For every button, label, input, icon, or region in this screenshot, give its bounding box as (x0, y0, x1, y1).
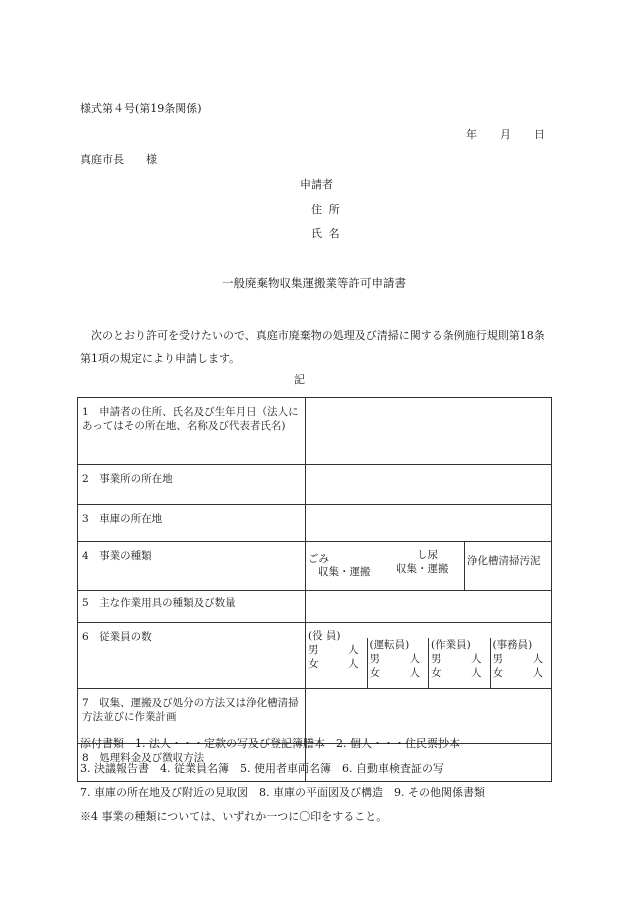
ki-heading: 記 (294, 373, 305, 386)
fee-label: 8 処理料金及び徴収方法 (78, 744, 306, 782)
unit-label: 人 (409, 667, 420, 680)
office-location-label: 2 事業所の所在地 (78, 465, 306, 505)
table-row (78, 465, 552, 505)
applicant-label: 申請者 (300, 178, 333, 191)
form-number: 様式第４号(第19条関係) (80, 102, 202, 115)
unit-label: 人 (348, 644, 359, 657)
employee-group-clerks (490, 638, 552, 688)
employee-group-officers (306, 629, 367, 688)
attachments-line-1: 添付書類 1. 法人・・・定款の写及び登記簿謄本 2. 個人・・・住民票抄本 (80, 737, 460, 750)
unit-label: 人 (532, 667, 543, 680)
option-night-soil-label: し尿 (417, 549, 438, 561)
application-table (77, 397, 552, 782)
equipment-field[interactable] (306, 591, 552, 623)
unit-label: 人 (471, 653, 482, 666)
female-label: 女 (369, 667, 380, 680)
work-plan-field[interactable] (306, 689, 552, 744)
date-day: 日 (534, 128, 545, 141)
female-label: 女 (431, 667, 442, 680)
option-septic[interactable] (464, 542, 551, 590)
applicant-info-field[interactable] (306, 398, 552, 465)
employee-group-title: (事務員) (492, 639, 533, 651)
unit-label: 人 (348, 658, 359, 671)
equipment-label: 5 主な作業用具の種類及び数量 (78, 591, 306, 623)
date-line (466, 128, 545, 142)
addressee: 真庭市長 様 (80, 153, 157, 166)
body-text: 次のとおり許可を受けたいので、真庭市廃棄物の処理及び清掃に関する条例施行規則第18条第1項の規定により申請します。 (80, 329, 545, 365)
office-location-field[interactable] (306, 465, 552, 505)
employee-count-label: 6 従業員の数 (78, 623, 306, 689)
unit-label: 人 (409, 653, 420, 666)
date-month: 月 (500, 128, 511, 141)
male-label: 男 (492, 653, 503, 666)
employee-group-drivers (367, 638, 429, 688)
male-label: 男 (369, 653, 380, 666)
female-label: 女 (492, 667, 503, 680)
male-label: 男 (308, 644, 319, 657)
option-night-soil-sub: 収集・運搬 (396, 563, 449, 575)
business-type-options (306, 542, 552, 591)
option-garbage[interactable] (306, 542, 396, 590)
employee-group-title: (作業員) (431, 639, 471, 651)
attachments-line-3: 7. 車庫の所在地及び附近の見取図 8. 車庫の平面図及び構造 9. その他関係書類 (80, 786, 485, 799)
employee-group-title: (役 員) (308, 630, 341, 642)
table-row (78, 591, 552, 623)
employee-group-workers (428, 638, 490, 688)
unit-label: 人 (532, 653, 543, 666)
business-type-label: 4 事業の種類 (78, 542, 306, 591)
employee-count-grid (306, 623, 552, 689)
option-garbage-label: ごみ (308, 553, 329, 565)
table-row (78, 623, 552, 689)
table-row (78, 542, 552, 591)
footnote: ※4 事業の種類については、いずれか一つに〇印をすること。 (80, 810, 388, 823)
work-plan-label: 7 収集、運搬及び処分の方法又は浄化槽清掃方法並びに作業計画 (78, 689, 306, 744)
option-garbage-sub: 収集・運搬 (318, 566, 371, 578)
employee-group-title: (運転員) (369, 639, 410, 651)
table-row (78, 398, 552, 465)
applicant-info-label: 1 申請者の住所、氏名及び生年月日（法人にあってはその所在地、名称及び代表者氏名) (78, 398, 306, 465)
table-row (78, 689, 552, 744)
male-label: 男 (431, 653, 442, 666)
attachments-line-2: 3. 決議報告書 4. 従業員名簿 5. 使用者車両名簿 6. 自動車検査証の写 (80, 762, 444, 775)
document-title: 一般廃棄物収集運搬業等許可申請書 (222, 276, 406, 290)
option-septic-label: 浄化槽清掃汚泥 (467, 555, 541, 567)
unit-label: 人 (471, 667, 482, 680)
garage-location-field[interactable] (306, 505, 552, 542)
name-label: 氏名 (311, 227, 347, 240)
option-night-soil[interactable] (396, 542, 464, 590)
date-year: 年 (466, 128, 477, 141)
female-label: 女 (308, 658, 319, 671)
table-row (78, 505, 552, 542)
address-label: 住所 (311, 203, 347, 216)
garage-location-label: 3 車庫の所在地 (78, 505, 306, 542)
